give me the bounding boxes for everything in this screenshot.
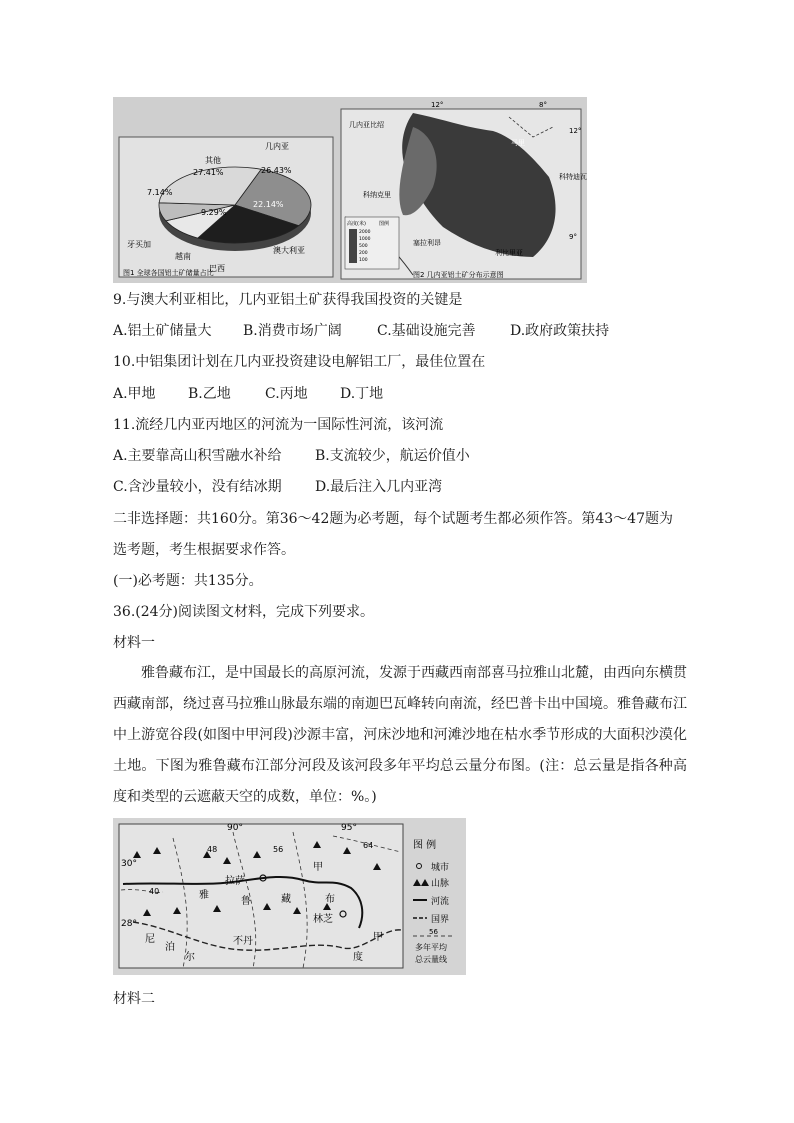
fig2-label-bhutan: 不丹 — [233, 936, 253, 947]
fig2-iso-48: 48 — [207, 845, 218, 854]
map-label-liberia: 利比里亚 — [495, 249, 523, 257]
fig2-lat-30: 30° — [121, 859, 137, 869]
fig2-label-bu: 布 — [325, 894, 335, 905]
map-legend-title: 图例 — [379, 221, 390, 227]
q9-option-c: C.基础设施完善 — [377, 323, 476, 339]
q10-option-a: A.甲地 — [113, 386, 156, 402]
fig2-lat-28: 28° — [121, 919, 137, 929]
pie-label-other-pct: 27.41% — [193, 168, 224, 177]
fig2-iso-40: 40 — [149, 887, 160, 896]
q9-option-b: B.消费市场广阔 — [243, 323, 342, 339]
fig2-legend-title: 图 例 — [413, 840, 437, 851]
fig2-legend-city: 城市 — [431, 863, 450, 873]
pie-label-australia-pct: 22.14% — [253, 200, 284, 209]
fig2-label-zang: 藏 — [281, 894, 291, 905]
map-lat-bottom-right: 9° — [569, 233, 577, 241]
fig2-label-ya: 雅 — [199, 890, 209, 901]
legend-mountain-icon — [413, 879, 429, 886]
q11-option-a: A.主要靠高山积雪融水补给 — [113, 448, 282, 464]
map-label-mali: 马里 — [511, 139, 525, 147]
q10-option-d: D.丁地 — [340, 386, 384, 402]
q11-option-c: C.含沙量较小，没有结冰期 — [113, 479, 282, 495]
fig2-label-jia: 甲 — [313, 862, 323, 873]
pie-label-jamaica-pct: 7.14% — [147, 188, 173, 197]
map-label-guinea-bissau: 几内亚比绍 — [349, 121, 384, 129]
fig2-legend-iso-label-2: 总云量线 — [415, 955, 447, 964]
figure-2-photo — [113, 818, 466, 975]
material1-title: 材料一 — [113, 635, 155, 651]
pie-label-guinea-pct: 26.43% — [261, 166, 292, 175]
fig2-label-nepal-1: 尼 — [145, 934, 155, 945]
pie-label-other: 其他 — [205, 156, 221, 165]
map-caption: 图2 几内亚铝土矿分布示意图 — [413, 271, 504, 279]
fig2-legend-border: 国界 — [431, 915, 450, 925]
figure-1-svg — [113, 97, 587, 283]
map-elev-3: 200 — [359, 251, 368, 256]
map-elev-title: 高度(米) — [347, 221, 366, 227]
fig2-legend-iso-value: 56 — [429, 928, 438, 936]
section2-line1: 二非选择题：共160分。第36～42题为必考题，每个试题考生都必须作答。第43～47题为 — [113, 511, 673, 527]
fig2-iso-64: 64 — [363, 841, 374, 850]
q36-stem: 36.(24分)阅读图文材料，完成下列要求。 — [113, 604, 375, 620]
map-label-sierra-leone: 塞拉利昂 — [413, 239, 441, 247]
legend-city-icon — [417, 864, 422, 869]
figure-2-svg — [113, 818, 466, 975]
fig2-label-india-2: 度 — [353, 952, 363, 963]
map-elev-bar — [349, 229, 357, 263]
q10-option-c: C.丙地 — [265, 386, 308, 402]
map-label-conakry: 科纳克里 — [363, 191, 391, 199]
fig2-label-nepal-3: 尔 — [185, 952, 195, 963]
map-lon-right: 8° — [539, 101, 547, 109]
material1-text: 雅鲁藏布江，是中国最长的高原河流，发源于西藏西南部喜马拉雅山北麓，由西向东横贯西藏南部，绕过喜马拉雅山脉最东端的南迦巴瓦峰转向南流，经巴普卡出中国境。雅鲁藏布江中上游宽谷段(如图中甲河段)沙源丰富，河床沙地和河滩沙地在枯水季节形成的大面积沙漠化土地。下图为雅鲁藏布江部分河段及该河段多年平均总云量分布图。(注：总云量是指各种高度和类型的云遮蔽天空的成数，单位：%。) — [113, 665, 687, 805]
pie-label-vietnam: 越南 — [175, 252, 191, 261]
q11-stem: 11.流经几内亚丙地区的河流为一国际性河流，该河流 — [113, 417, 444, 433]
map-lat-right: 12° — [569, 127, 582, 135]
q11-option-d: D.最后注入几内亚湾 — [315, 479, 443, 495]
fig2-label-nepal-2: 泊 — [165, 942, 175, 953]
fig2-label-linzhi: 林芝 — [313, 914, 333, 925]
fig2-label-lhasa: 拉萨 — [225, 876, 245, 887]
pie-caption: 图1 全球各国铝土矿储量占比 — [123, 269, 214, 277]
q9-option-d: D.政府政策扶持 — [510, 323, 610, 339]
fig2-legend-mountain: 山脉 — [431, 879, 450, 889]
fig2-legend-iso-label-1: 多年平均 — [415, 943, 447, 952]
fig2-lon-90: 90° — [227, 823, 243, 833]
map-elev-0: 2000 — [359, 230, 371, 235]
material2-title: 材料二 — [113, 991, 155, 1007]
map-lat-top: 12° — [431, 101, 444, 109]
q9-stem: 9.与澳大利亚相比，几内亚铝土矿获得我国投资的关键是 — [113, 292, 463, 308]
section2-line2: 选考题，考生根据要求作答。 — [113, 542, 295, 558]
pie-label-brazil-pct: 9.29% — [201, 208, 227, 217]
map-elev-1: 1000 — [359, 237, 371, 242]
fig2-iso-56: 56 — [273, 845, 284, 854]
map-elev-4: 100 — [359, 258, 368, 263]
pie-label-australia: 澳大利亚 — [273, 246, 305, 255]
pie-label-guinea: 几内亚 — [265, 142, 289, 151]
pie-label-brazil: 巴西 — [209, 264, 225, 273]
fig2-legend — [413, 838, 453, 964]
q11-option-b: B.支流较少，航运价值小 — [315, 448, 470, 464]
figure-1-photo — [113, 97, 587, 283]
map-elev-2: 500 — [359, 244, 368, 249]
map-label-cote-divoire: 科特迪瓦 — [559, 173, 587, 181]
fig2-lon-95: 95° — [341, 823, 357, 833]
fig2-legend-river: 河流 — [431, 897, 450, 907]
required-heading: (一)必考题：共135分。 — [113, 573, 263, 589]
q9-option-a: A.铝土矿储量大 — [113, 323, 212, 339]
q10-option-b: B.乙地 — [188, 386, 231, 402]
q10-stem: 10.中铝集团计划在几内亚投资建设电解铝工厂，最佳位置在 — [113, 354, 486, 370]
fig2-label-india-1: 甲 — [373, 932, 383, 943]
pie-chart — [159, 167, 311, 243]
fig2-label-lu: 鲁 — [241, 896, 251, 907]
pie-label-jamaica: 牙买加 — [127, 240, 151, 249]
